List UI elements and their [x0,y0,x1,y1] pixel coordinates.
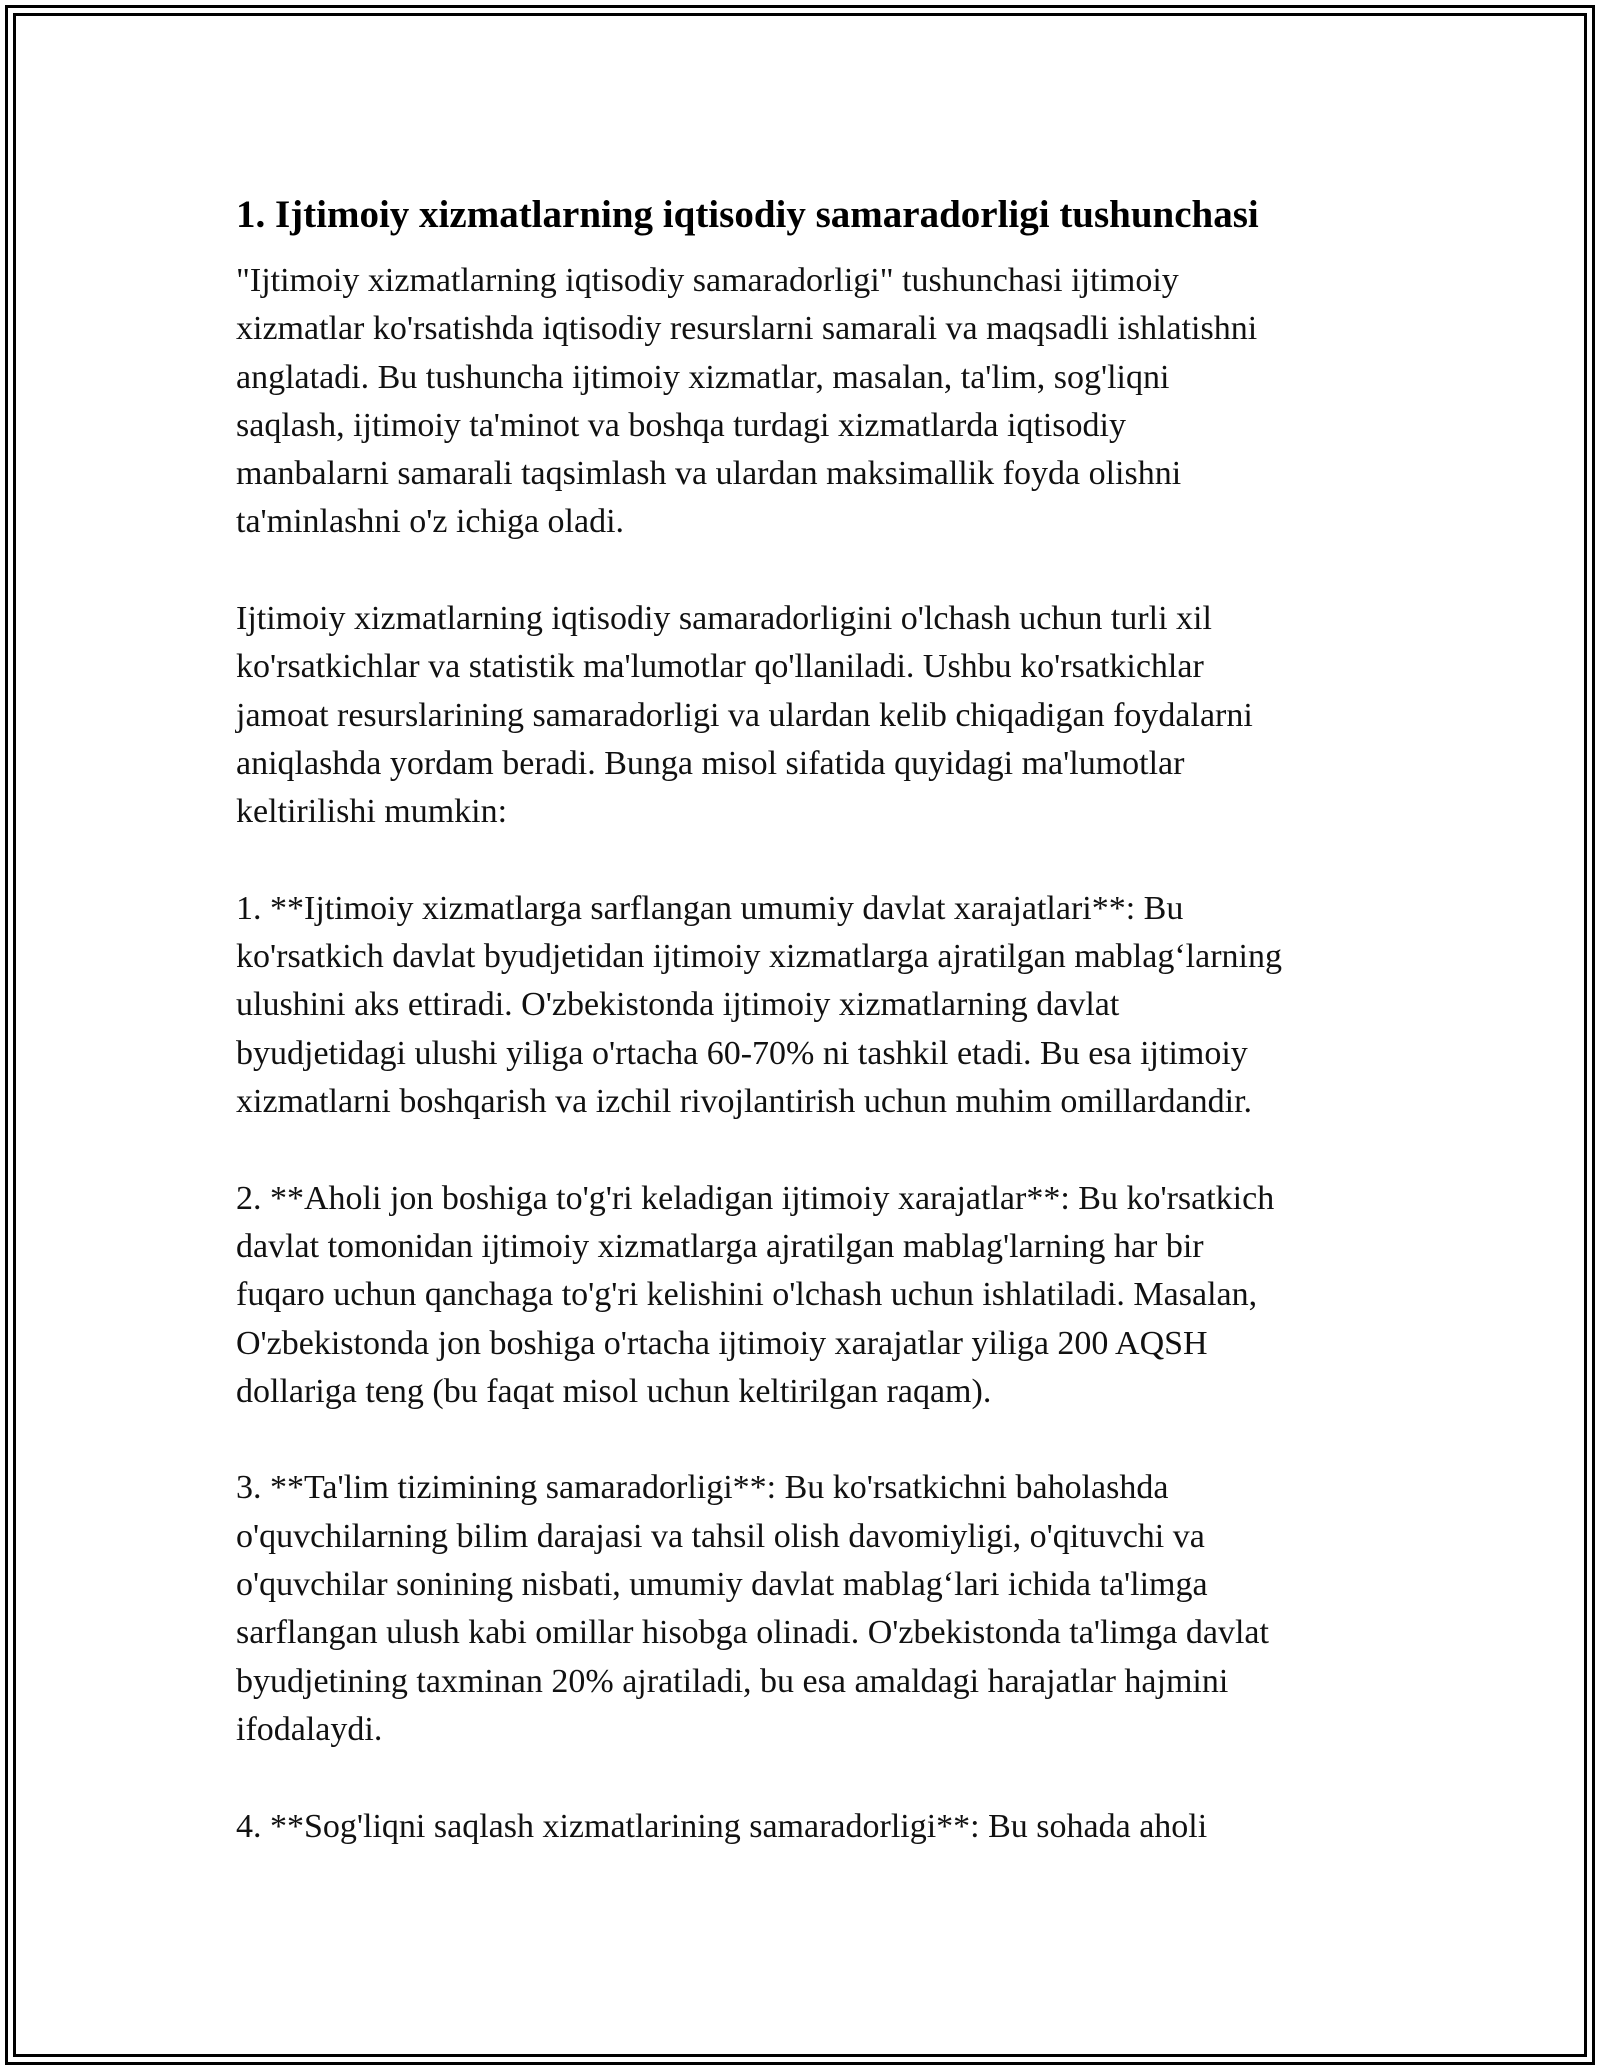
paragraph-measurement [236,595,1386,836]
text-line: davlat tomonidan ijtimoiy xizmatlarga ajratilgan mablag'larning har bir [236,1227,1204,1265]
text-line: Ijtimoiy xizmatlarning iqtisodiy samaradorligini o'lchash uchun turli xil [236,600,1212,638]
text-line: o'quvchilar sonining nisbati, umumiy davlat mablag‘lari ichida ta'limga [236,1566,1208,1604]
text-line: byudjetining taxminan 20% ajratiladi, bu esa amaldagi harajatlar hajmini [236,1662,1229,1700]
list-item-1-spending [236,885,1386,1126]
text-line: saqlash, ijtimoiy ta'minot va boshqa turdagi xizmatlarda iqtisodiy [236,406,1126,444]
text-line: ifodalaydi. [236,1710,383,1748]
text-line: jamoat resurslarining samaradorligi va ulardan kelib chiqadigan foydalarni [236,696,1253,734]
text-line: keltirilishi mumkin: [236,793,508,831]
text-line: byudjetidagi ulushi yiliga o'rtacha 60-70% ni tashkil etadi. Bu esa ijtimoiy [236,1034,1248,1072]
text-line: ulushini aks ettiradi. O'zbekistonda ijtimoiy xizmatlarning davlat [236,986,1120,1024]
text-line: manbalarni samarali taqsimlash va ulardan maksimallik foyda olishni [236,455,1182,493]
text-line: O'zbekistonda jon boshiga o'rtacha ijtimoiy xarajatlar yiliga 200 AQSH [236,1324,1208,1362]
text-line: o'quvchilarning bilim darajasi va tahsil olish davomiyligi, o'qituvchi va [236,1517,1205,1555]
list-item-4-healthcare [236,1803,1386,1851]
text-line: "Ijtimoiy xizmatlarning iqtisodiy samaradorligi" tushunchasi ijtimoiy [236,262,1179,299]
text-line: 2. **Aholi jon boshiga to'g'ri keladigan ijtimoiy xarajatlar**: Bu ko'rsatkich [236,1179,1275,1217]
text-line: xizmatlar ko'rsatishda iqtisodiy resurslarni samarali va maqsadli ishlatishni [236,310,1258,348]
text-line: anglatadi. Bu tushuncha ijtimoiy xizmatlar, masalan, ta'lim, sog'liqni [236,358,1170,396]
text-line: 1. **Ijtimoiy xizmatlarga sarflangan umumiy davlat xarajatlari**: Bu [236,889,1184,927]
text-line: fuqaro uchun qanchaga to'g'ri kelishini o'lchash uchun ishlatiladi. Masalan, [236,1276,1258,1314]
text-line: 3. **Ta'lim tizimining samaradorligi**: Bu ko'rsatkichni baholashda [236,1469,1169,1507]
text-line: ko'rsatkichlar va statistik ma'lumotlar qo'llaniladi. Ushbu ko'rsatkichlar [236,648,1204,686]
section-heading: 1. Ijtimoiy xizmatlarning iqtisodiy samaradorligi tushunchasi [236,193,1259,236]
text-line: aniqlashda yordam beradi. Bunga misol sifatida quyidagi ma'lumotlar [236,744,1185,782]
text-line: dollariga teng (bu faqat misol uchun keltirilgan raqam). [236,1372,992,1410]
text-line: xizmatlarni boshqarish va izchil rivojlantirish uchun muhim omillardandir. [236,1083,1253,1121]
text-line: sarflangan ulush kabi omillar hisobga olinadi. O'zbekistonda ta'limga davlat [236,1614,1269,1652]
paragraph-definition [236,257,1386,547]
list-item-3-education [236,1464,1386,1754]
text-line: ko'rsatkich davlat byudjetidan ijtimoiy xizmatlarga ajratilgan mablag‘larning [236,938,1282,976]
document-body [236,183,1386,1899]
text-line: 4. **Sog'liqni saqlash xizmatlarining samaradorligi**: Bu sohada aholi [236,1807,1208,1845]
text-line: ta'minlashni o'z ichiga oladi. [236,503,625,541]
list-item-2-per-capita [236,1175,1386,1416]
